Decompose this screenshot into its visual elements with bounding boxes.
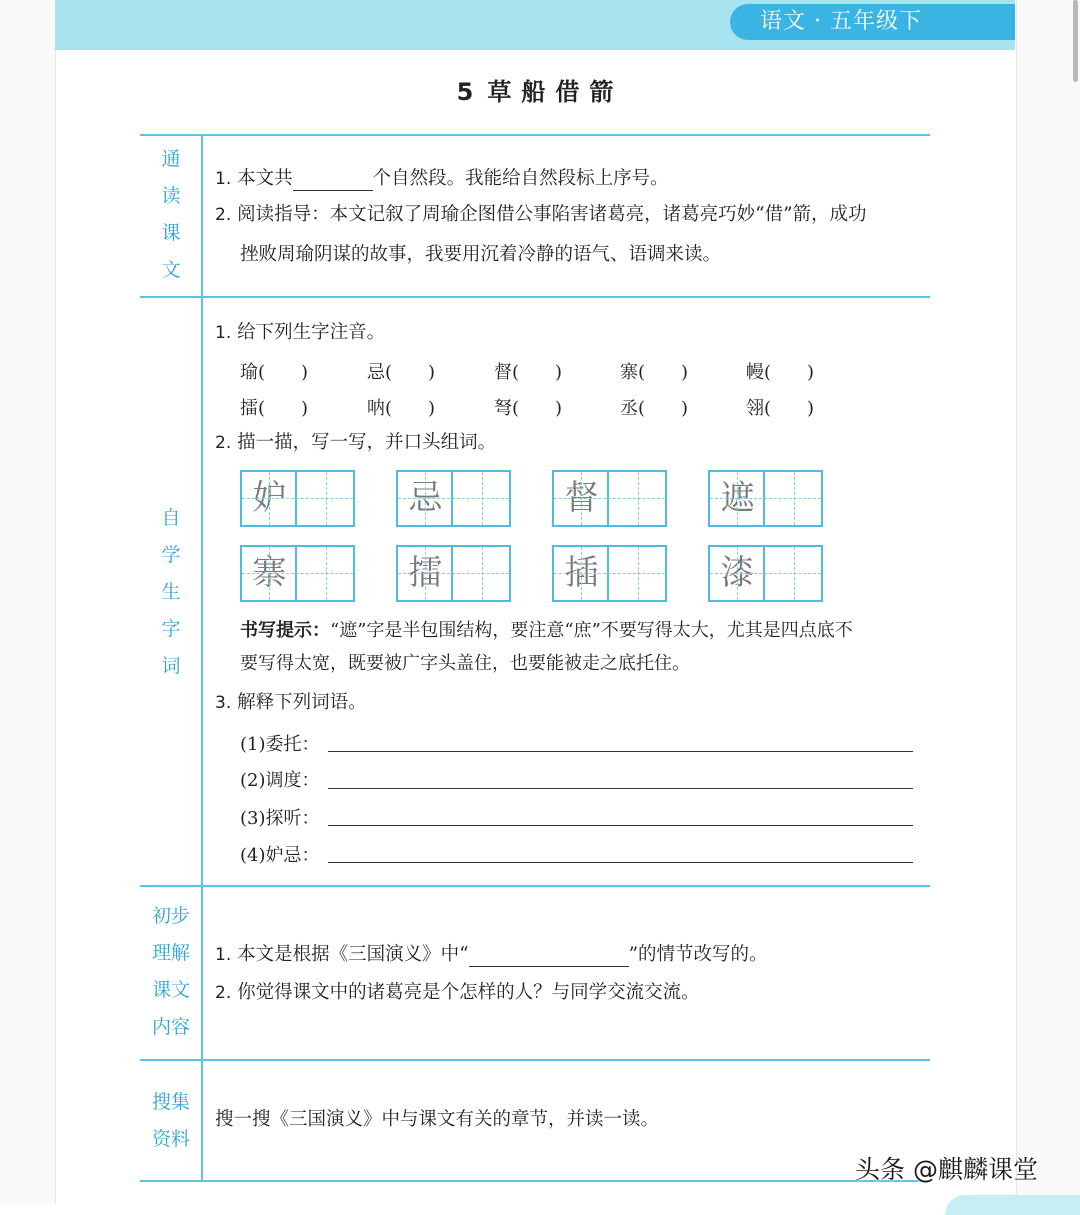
question-number: 2. [215,433,232,453]
watermark: 头条 @麒麟课堂 [855,1155,1038,1184]
section-label-read [140,141,202,289]
label-char: 学 [161,544,181,566]
grid-guide [398,573,509,574]
trace-character: 漆 [720,553,755,593]
lesson-name: 草船借箭 [487,78,624,106]
grid-guide [554,573,665,574]
answer-line[interactable] [328,751,913,752]
question-text: ”的情节改写的。 [628,944,768,965]
section-label-self-study [140,500,202,685]
question-text: 给下列生字注音。 [237,322,386,343]
pinyin-row-1 [240,358,860,384]
label-char: 自 [161,507,181,529]
study-question-1 [215,321,385,345]
term-label: (1)委托： [240,734,320,755]
section-label-understand [140,898,202,1046]
pinyin-item[interactable]: 忌( ) [367,362,436,383]
writing-grid[interactable] [240,545,355,602]
pinyin-item[interactable]: 翎( ) [746,398,815,419]
tip-text: 要写得太宽，既要被广字头盖住，也要能被走之底托住。 [240,653,690,674]
question-number: 1. [215,323,232,343]
answer-line[interactable] [328,788,913,789]
question-text: 个自然段。我能给自然段标上序号。 [372,168,669,189]
writing-tip [240,614,930,680]
scrollbar-thumb[interactable] [1073,0,1078,82]
writing-grid[interactable] [708,545,823,602]
understand-question-2 [215,981,700,1005]
trace-character: 妒 [252,478,287,518]
label-char: 生 [161,581,181,603]
grid-guide [710,573,821,574]
answer-line[interactable] [328,825,913,826]
label-char: 读 [161,185,181,207]
tip-text: “遮”字是半包围结构，要注意“庶”不要写得太大，尤其是四点底不 [330,620,853,641]
label-char: 文 [161,259,181,281]
term-label: (4)妒忌： [240,845,320,866]
question-number: 2. [215,205,232,225]
label-text: 内容 [151,1016,190,1038]
question-text: 本文共 [237,168,293,189]
grid-guide [242,498,353,499]
grid-guide [710,498,821,499]
trace-character: 督 [564,478,599,518]
question-text: 解释下列词语。 [237,692,367,713]
collect-instruction: 搜一搜《三国演义》中与课文有关的章节，并读一读。 [215,1109,660,1130]
trace-character: 寨 [252,553,287,593]
writing-grid[interactable] [396,545,511,602]
pinyin-item[interactable]: 瑜( ) [240,362,309,383]
grid-guide [398,498,509,499]
label-char: 字 [161,618,181,640]
lesson-number: 5 [456,78,474,106]
trace-character: 遮 [720,478,755,518]
term-label: (2)调度： [240,770,320,791]
label-text: 资料 [151,1128,190,1150]
read-question-1 [215,167,669,191]
label-text: 搜集 [151,1091,190,1113]
study-question-2 [215,431,496,455]
study-question-3 [215,691,367,715]
question-number: 1. [215,945,232,965]
grade-tab: 语文 · 五年级下 [730,4,1015,40]
writing-grid[interactable] [552,470,667,527]
label-text: 课文 [151,979,190,1001]
question-number: 1. [215,169,232,189]
label-char: 通 [161,148,181,170]
label-text: 初步 [151,905,190,927]
label-char: 课 [161,222,181,244]
pinyin-item[interactable]: 幔( ) [746,362,815,383]
question-number: 3. [215,693,232,713]
writing-grid[interactable] [552,545,667,602]
pinyin-row-2 [240,394,860,420]
grid-guide [242,573,353,574]
pinyin-item[interactable]: 弩( ) [494,398,563,419]
divider-top [140,134,930,136]
read-question-2-cont: 挫败周瑜阴谋的故事，我要用沉着冷静的语气、语调来读。 [240,244,722,265]
writing-grid[interactable] [396,470,511,527]
tip-label: 书写提示： [240,620,330,641]
divider-1 [140,296,930,298]
divider-3 [140,1059,930,1061]
understand-question-1 [215,943,768,967]
writing-grid[interactable] [708,470,823,527]
divider-bottom [140,1180,930,1182]
pinyin-item[interactable]: 寨( ) [620,362,689,383]
question-text: 描一描，写一写，并口头组词。 [237,432,497,453]
question-text: 你觉得课文中的诸葛亮是个怎样的人？与同学交流交流。 [237,982,700,1003]
lesson-title [0,72,1080,107]
divider-2 [140,885,930,887]
trace-character: 擂 [408,553,443,593]
pinyin-item[interactable]: 督( ) [494,362,563,383]
question-number: 2. [215,983,232,1003]
question-text: 阅读指导：本文记叙了周瑜企图借公事陷害诸葛亮，诸葛亮巧妙“借”箭，成功 [237,204,867,225]
pinyin-item[interactable]: 丞( ) [620,398,689,419]
section-label-collect [140,1084,202,1158]
pinyin-item[interactable]: 擂( ) [240,398,309,419]
trace-character: 插 [564,553,599,593]
read-question-2 [215,203,867,227]
pinyin-item[interactable]: 呐( ) [367,398,436,419]
answer-line[interactable] [328,862,913,863]
trace-character: 忌 [408,478,443,518]
blank-plot-name[interactable] [469,946,629,967]
term-label: (3)探听： [240,808,320,829]
label-text: 理解 [151,942,190,964]
writing-grid[interactable] [240,470,355,527]
question-text: 本文是根据《三国演义》中“ [237,944,469,965]
label-char: 词 [161,655,181,677]
blank-paragraph-count[interactable] [293,170,373,191]
page-corner-decoration [945,1195,1080,1215]
grid-guide [554,498,665,499]
